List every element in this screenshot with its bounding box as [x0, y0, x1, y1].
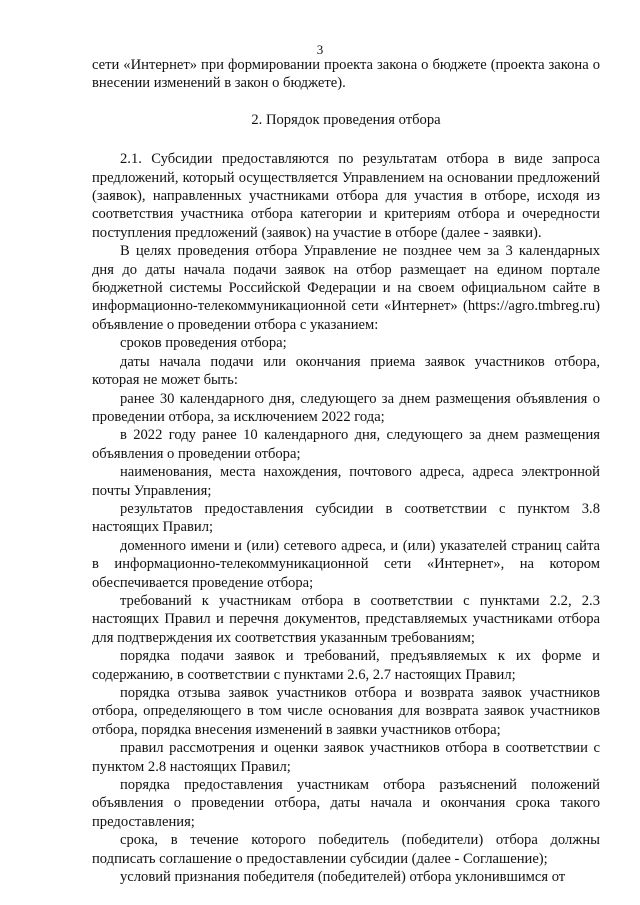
paragraph: ранее 30 календарного дня, следующего за днем размещения объявления о проведении отбора, за исключением 2022 года; [92, 390, 600, 425]
paragraph: порядка подачи заявок и требований, предъявляемых к их форме и содержанию, в соответствии с пунктами 2.6, 2.7 настоящих Правил; [92, 648, 600, 683]
paragraph: требований к участникам отбора в соответствии с пунктами 2.2, 2.3 настоящих Правил и перечня документов, представляемых участниками отбора для подтверждения их соответствия указанным требованиям; [92, 592, 600, 646]
page-number: 3 [316, 42, 324, 57]
paragraph: условий признания победителя (победителей) отбора уклонившимся от [120, 869, 566, 886]
paragraph: в 2022 году ранее 10 календарного дня, следующего за днем размещения объявления о проведении отбора; [92, 427, 600, 462]
paragraph: срока, в течение которого победитель (победители) отбора должны подписать соглашение о предоставлении субсидии (далее - Соглашение); [92, 832, 600, 867]
paragraph: правил рассмотрения и оценки заявок участников отбора в соответствии с пунктом 2.8 настоящих Правил; [92, 740, 600, 775]
paragraph: порядка предоставления участникам отбора разъяснений положений объявления о проведении отбора, даты начала и окончания срока такого предоставления; [92, 777, 600, 830]
paragraph: наименования, места нахождения, почтового адреса, адреса электронной почты Управления; [92, 464, 600, 499]
document-body [92, 56, 600, 886]
paragraph: доменного имени и (или) сетевого адреса, и (или) указателей страниц сайта в информационно-телекоммуникационной сети «Интернет», на котором обеспечивается проведение отбора; [92, 537, 600, 591]
paragraph: сроков проведения отбора; [120, 335, 287, 352]
paragraph: 2.1. Субсидии предоставляются по результатам отбора в виде запроса предложений, который осуществляется Управлением на основании предложений (заявок), направленных участниками отбора для участия в отборе, исходя из соответствия участника отбора категории и критериям отбора и очередности поступления предложений (заявок) на участие в отборе (далее - заявки). [92, 151, 600, 241]
intro-continuation: сети «Интернет» при формировании проекта закона о бюджете (проекта закона о внесении изменений в закон о бюджете). [92, 57, 600, 92]
paragraph: порядка отзыва заявок участников отбора и возврата заявок участников отбора, определяющего в том числе основания для возврата заявок участников отбора, порядка внесения изменений в заявки участников отбора; [92, 685, 600, 738]
paragraph: даты начала подачи или окончания приема заявок участников отбора, которая не может быть: [92, 353, 600, 389]
paragraph: В целях проведения отбора Управление не позднее чем за 3 календарных дня до даты начала подачи заявок на отбор размещает на едином портале бюджетной системы Российской Федерации и на своем официальном сайте в информационно-телекоммуникационной сети «Интернет» (https://agro.tmbreg.ru) объявление о проведении отбора с указанием: [92, 243, 600, 333]
paragraph: результатов предоставления субсидии в соответствии с пунктом 3.8 настоящих Правил; [92, 500, 600, 536]
section-heading: 2. Порядок проведения отбора [251, 111, 441, 128]
